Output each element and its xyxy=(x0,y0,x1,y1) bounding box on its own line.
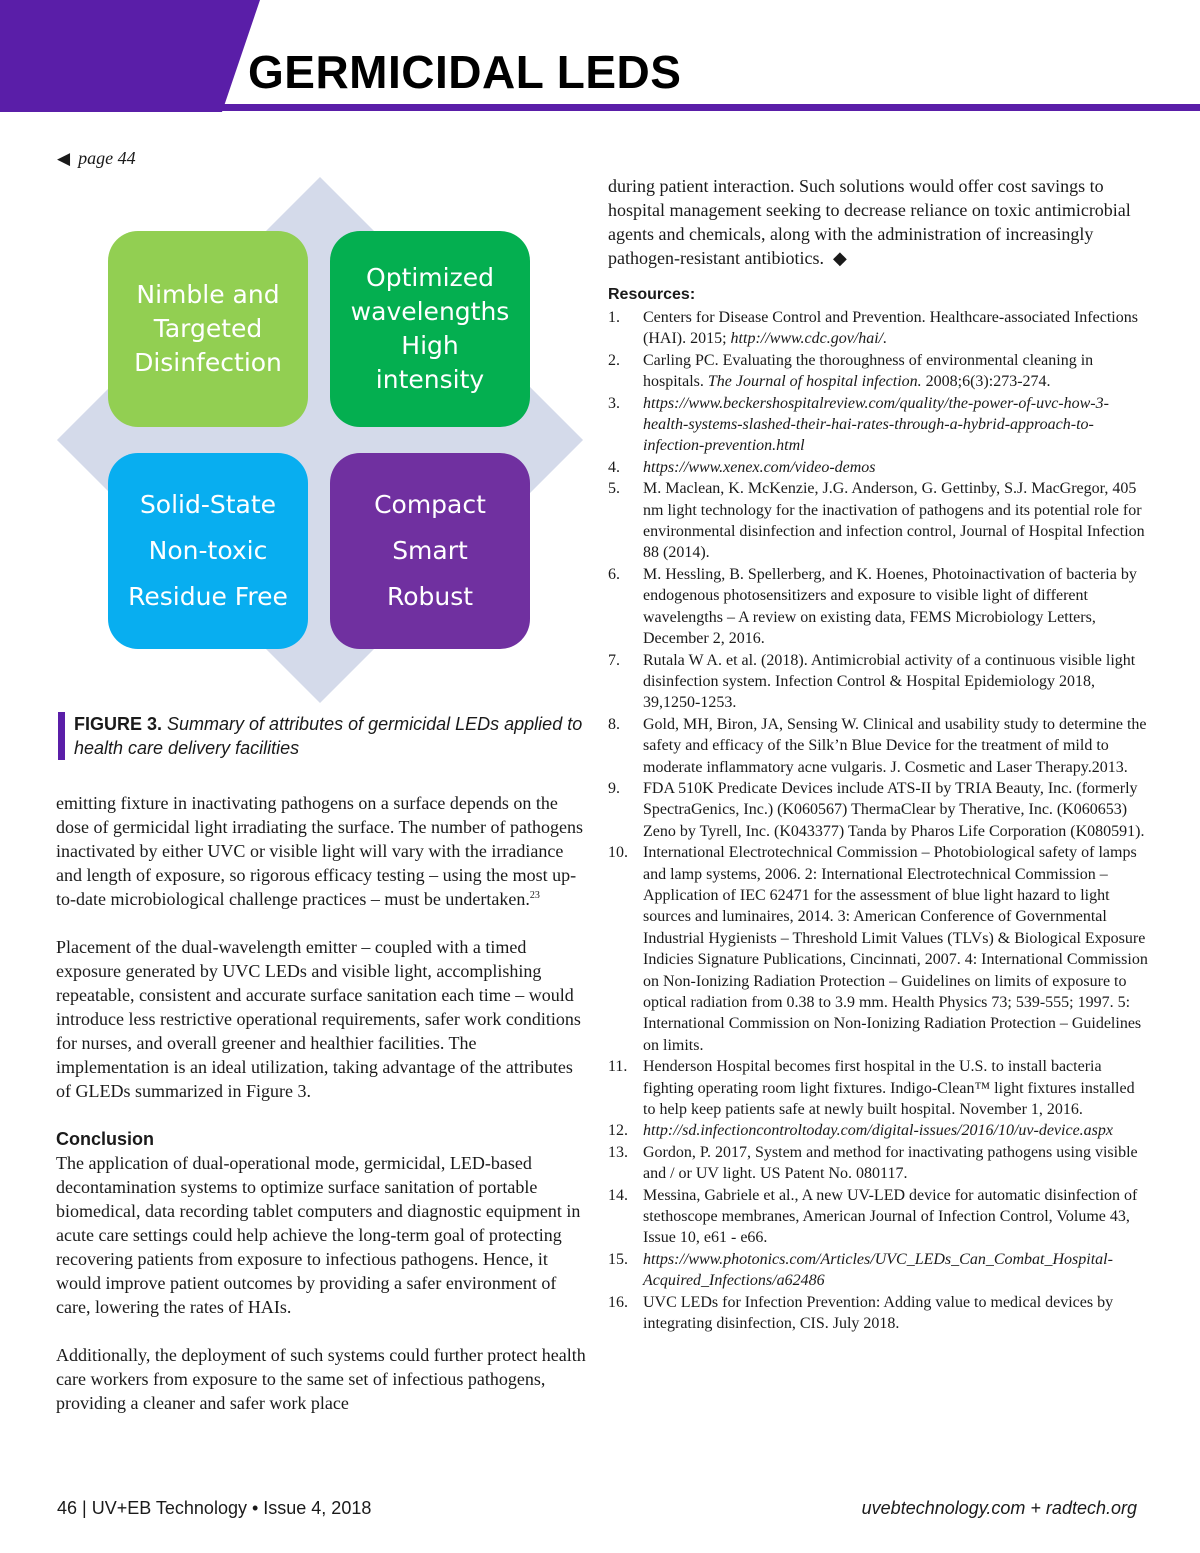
right-column xyxy=(608,174,1148,1335)
reference-text: Carling PC. Evaluating the thoroughness of environmental cleaning in hospitals. xyxy=(643,351,1094,391)
page-ref-text: page 44 xyxy=(78,148,136,168)
reference-item xyxy=(608,1292,1148,1335)
reference-item xyxy=(608,307,1148,350)
reference-text: Gold, MH, Biron, JA, Sensing W. Clinical and usability study to determine the safety and efficacy of the Silk’n Blue Device for the treatment of mild to moderate inflammatory acne vulgaris. J. Cosmetic and Laser Therapy.2013. xyxy=(643,715,1147,776)
quad-line: Residue Free xyxy=(128,582,288,611)
reference-item xyxy=(608,1185,1148,1249)
end-mark-icon: ◆ xyxy=(832,248,847,268)
reference-text: Henderson Hospital becomes first hospital in the U.S. to install bacteria fighting operating room light fixtures. Indigo-Clean™ light fixtures installed to help keep patients safe at newly built hospital. November 1, 2016. xyxy=(643,1058,1135,1119)
reference-number: 8. xyxy=(608,715,620,733)
reference-item xyxy=(608,1120,1148,1141)
quad-line: High xyxy=(401,331,459,360)
reference-text: FDA 510K Predicate Devices include ATS-II by TRIA Beauty, Inc. (formerly SpectraGenics, Inc.) (K060567) ThermaClear by Therative, Inc. (K060653) Zeno by Tyrell, Inc. (K043377) Tanda by Pharos Life Corporation (K080591). xyxy=(643,779,1145,840)
paragraph: The application of dual-operational mode, germicidal, LED-based decontamination systems to optimize surface sanitation of portable biomedical, data recording tablet computers and diagnostic equipment in acute care settings could help achieve the long-term goal of protecting recovering patients from exposure to infectious pathogens. Hence, it would improve patient outcomes by providing a safer environment of care, lowering the rates of HAIs. xyxy=(56,1153,581,1317)
reference-text: Rutala W A. et al. (2018). Antimicrobial activity of a continuous visible light disinfection system. Infection Control & Hospital Epidemiology 2018, 39,1250-1253. xyxy=(643,651,1136,712)
reference-link[interactable]: https://www.xenex.com/video-demos xyxy=(643,458,876,476)
reference-number: 3. xyxy=(608,394,620,412)
reference-number: 12. xyxy=(608,1122,628,1140)
reference-item xyxy=(608,842,1148,1056)
reference-text: 2008;6(3):273-274. xyxy=(921,373,1051,391)
paragraph: Additionally, the deployment of such systems could further protect health care workers from exposure to the same set of infectious pathogens, providing a cleaner and safer work place xyxy=(56,1345,586,1413)
reference-item xyxy=(608,564,1148,650)
reference-number: 7. xyxy=(608,651,620,669)
quadrant-compact xyxy=(330,453,530,649)
section-heading-conclusion: Conclusion xyxy=(56,1129,154,1149)
reference-text: M. Maclean, K. McKenzie, J.G. Anderson, G. Gettinby, S.J. MacGregor, 405 nm light technology for the inactivation of pathogens and its potential role for environmental disinfection and infection control, Journal of Hospital Infection 88 (2014). xyxy=(643,480,1145,562)
reference-text: M. Hessling, B. Spellerberg, and K. Hoenes, Photoinactivation of bacteria by endogenous photosensitizers and exposure to visible light of different wavelengths – A review on existing data, FEMS Microbiology Letters, December 2, 2016. xyxy=(643,565,1137,648)
footer-page-info: 46 | UV+EB Technology • Issue 4, 2018 xyxy=(57,1498,372,1518)
quadrant-targeted-disinfection xyxy=(108,231,308,427)
quadrant-solid-state xyxy=(108,453,308,649)
reference-number: 2. xyxy=(608,351,620,369)
reference-item xyxy=(608,478,1148,564)
resources-heading: Resources: xyxy=(608,286,696,303)
reference-link[interactable]: https://www.beckershospitalreview.com/quality/the-power-of-uvc-how-3-health-systems-slashed-their-hai-rates-through-a-hybrid-approach-to-infection-prevention.html xyxy=(643,394,1109,455)
quad-line: Robust xyxy=(386,582,474,611)
reference-text: UVC LEDs for Infection Prevention: Adding value to medical devices by integrating disinfection, CIS. July 2018. xyxy=(643,1293,1114,1333)
reference-item xyxy=(608,650,1148,714)
reference-text: Gordon, P. 2017, System and method for inactivating pathogens using visible and / or UV light. US Patent No. 080117. xyxy=(643,1143,1138,1183)
reference-item xyxy=(608,393,1148,457)
reference-number: 5. xyxy=(608,480,620,498)
quad-line: intensity xyxy=(375,365,485,394)
quad-line: Non-toxic xyxy=(148,536,268,565)
citation-superscript[interactable]: 23 xyxy=(529,890,540,901)
reference-item xyxy=(608,457,1148,478)
references-list xyxy=(608,307,1148,1335)
quad-line: Solid-State xyxy=(139,490,277,519)
reference-journal: The Journal of hospital infection. xyxy=(707,373,922,391)
reference-number: 10. xyxy=(608,844,628,862)
header-accent-block xyxy=(0,0,260,112)
reference-link[interactable]: http://sd.infectioncontroltoday.com/digital-issues/2016/10/uv-device.aspx xyxy=(643,1122,1113,1140)
left-arrow-icon: ◀ xyxy=(57,149,71,168)
header-rule xyxy=(222,104,1200,111)
paragraph-text: emitting fixture in inactivating pathogens on a surface depends on the dose of germicidal light irradiating the surface. The number of pathogens inactivated by either UVC or visible light will vary with the irradiance and length of exposure, so rigorous efficacy testing – using the most up-to-date microbiological challenge practices – must be undertaken. xyxy=(56,793,584,909)
reference-number: 1. xyxy=(608,309,620,326)
reference-item xyxy=(608,1249,1148,1292)
reference-text: Messina, Gabriele et al., A new UV-LED device for automatic disinfection of stethoscope membranes, American Journal of Infection Control, Volume 43, Issue 10, e61 - e66. xyxy=(643,1186,1138,1247)
page-title: GERMICIDAL LEDS xyxy=(248,46,682,98)
paragraph xyxy=(56,791,586,911)
reference-item xyxy=(608,714,1148,778)
quad-line: Optimized xyxy=(366,263,494,292)
paragraph-text: during patient interaction. Such solutions would offer cost savings to hospital management seeking to decrease reliance on toxic antimicrobial agents and chemicals, along with the administration of increasingly pathogen-resistant antibiotics. xyxy=(608,176,1131,268)
reference-number: 16. xyxy=(608,1293,628,1311)
paragraph: Placement of the dual-wavelength emitter – coupled with a timed exposure generated by UVC LEDs and visible light, accomplishing repeatable, consistent and accurate surface sanitation each time – would introduce less restrictive operational requirements, safer work conditions for nurses, and overall greener and healthier facilities. The implementation is an ideal utilization, taking advantage of the attributes of GLEDs summarized in Figure 3. xyxy=(56,937,581,1101)
reference-link[interactable]: https://www.photonics.com/Articles/UVC_LEDs_Can_Combat_Hospital-Acquired_Infections/a62486 xyxy=(643,1250,1113,1290)
reference-text: Centers for Disease Control and Prevention. Healthcare-associated Infections (HAI). 2015; xyxy=(643,309,1138,348)
paragraph xyxy=(608,174,1148,270)
quad-line: Compact xyxy=(374,490,486,519)
page-continuation[interactable] xyxy=(57,146,136,171)
left-column xyxy=(56,791,586,1415)
reference-number: 9. xyxy=(608,779,620,797)
quad-line: Targeted xyxy=(153,314,263,343)
quad-line: wavelengths xyxy=(350,297,510,326)
quad-line: Smart xyxy=(392,536,468,565)
reference-number: 6. xyxy=(608,565,620,583)
reference-number: 4. xyxy=(608,458,620,476)
quad-line: Disinfection xyxy=(134,348,282,377)
reference-item xyxy=(608,1056,1148,1120)
reference-number: 14. xyxy=(608,1186,628,1204)
reference-link[interactable]: http://www.cdc.gov/hai/. xyxy=(730,330,888,348)
caption-label: FIGURE 3. xyxy=(74,714,163,734)
reference-number: 15. xyxy=(608,1250,628,1268)
footer-websites[interactable]: uvebtechnology.com + radtech.org xyxy=(861,1498,1137,1518)
reference-item xyxy=(608,350,1148,393)
reference-item xyxy=(608,1142,1148,1185)
reference-number: 13. xyxy=(608,1143,628,1161)
reference-text: International Electrotechnical Commission – Photobiological safety of lamps and lamp systems, 2006. 2: International Electrotechnical Commission – Application of IEC 62471 for the assessment of blue light hazard to light sources and luminaires, 2014. 3: American Conference of Governmental Industrial Hygienists – Threshold Limit Values (TLVs) & Biological Exposure Indicies Signature Publications, Cincinnati, 2007. 4: International Commission on Non-Ionizing Radiation Protection – Guidelines on limits of exposure to optical radiation from 0.38 to 3.9 mm. Health Physics 73; 539-555; 1997. 5: International Commission on Non-Ionizing Radiation Protection – Guidelines on limits. xyxy=(643,844,1148,1054)
figure-3-diagram xyxy=(58,178,584,704)
reference-item xyxy=(608,778,1148,842)
caption-text: Summary of attributes of germicidal LEDs applied to health care delivery facilities xyxy=(74,714,583,758)
reference-number: 11. xyxy=(608,1058,628,1076)
quadrant-optimized-wavelengths xyxy=(330,231,530,427)
quad-line: Nimble and xyxy=(136,280,280,309)
figure-caption xyxy=(58,712,604,760)
